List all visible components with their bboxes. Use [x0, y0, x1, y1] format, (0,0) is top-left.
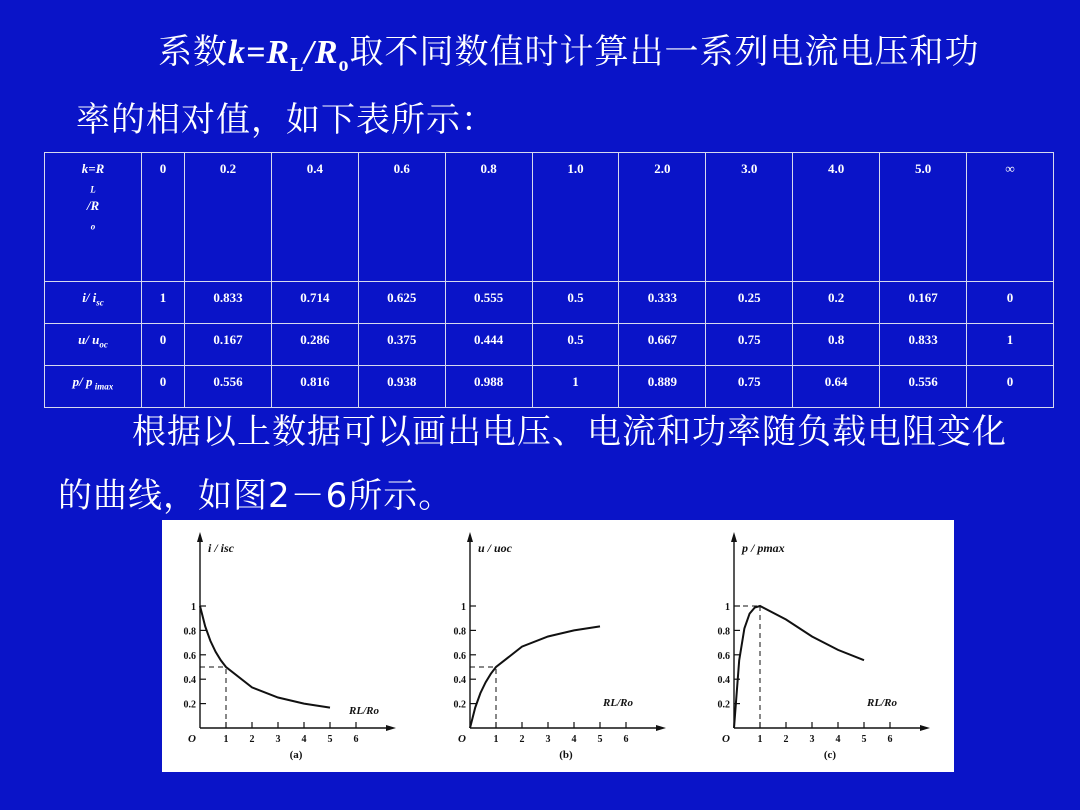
table-cell: 0.4 — [271, 153, 358, 282]
table-cell: 0.444 — [445, 324, 532, 366]
x-axis-label: RL/Ro — [867, 697, 897, 709]
x-tick-label: 2 — [519, 734, 525, 745]
x-tick-label: 5 — [861, 734, 867, 745]
table-cell: 0.667 — [619, 324, 706, 366]
table-cell: 1 — [967, 324, 1054, 366]
table-cell: 0.25 — [706, 282, 793, 324]
y-tick-label: 0.8 — [717, 626, 730, 638]
table-cell: 0.625 — [358, 282, 445, 324]
x-tick-label: 4 — [835, 734, 841, 745]
x-tick-label: 1 — [493, 734, 499, 745]
table-cell: 1.0 — [532, 153, 619, 282]
table-cell: 0.75 — [706, 366, 793, 408]
data-table — [44, 152, 1054, 408]
x-tick-label: 6 — [623, 734, 629, 745]
y-tick-label: 0.6 — [453, 650, 466, 662]
figure-2-6 — [162, 520, 954, 772]
table-cell: 1 — [532, 366, 619, 408]
x-axis-label: RL/Ro — [603, 697, 633, 709]
table-cell: 0.938 — [358, 366, 445, 408]
table-cell: 0.2 — [793, 282, 880, 324]
table-cell: 0.833 — [185, 282, 272, 324]
table-cell: ∞ — [967, 153, 1054, 282]
table-cell: 0.5 — [532, 282, 619, 324]
x-tick-label: 5 — [597, 734, 603, 745]
x-tick-label: 4 — [301, 734, 307, 745]
x-axis-arrow — [920, 725, 930, 731]
table-row — [45, 366, 1054, 408]
table-cell: 0.555 — [445, 282, 532, 324]
x-axis-label: RL/Ro — [349, 705, 379, 717]
x-tick-label: 1 — [757, 734, 763, 745]
table-cell: 0 — [967, 366, 1054, 408]
x-tick-label: 6 — [887, 734, 893, 745]
y-tick-label: 1 — [461, 602, 466, 613]
x-axis-arrow — [656, 725, 666, 731]
table-cell: 0 — [967, 282, 1054, 324]
y-axis-arrow — [731, 532, 737, 542]
table-cell: 0.714 — [271, 282, 358, 324]
intro-line-1: 系数$k=R_L/R_o$取不同数值时计算出一系列电流电压和功 — [158, 32, 980, 76]
table-cell: 0 — [142, 324, 185, 366]
table-cell: 5.0 — [880, 153, 967, 282]
table-cell: 0.8 — [793, 324, 880, 366]
x-tick-label: 1 — [223, 734, 229, 745]
origin-label: O — [458, 733, 466, 745]
origin-label: O — [722, 733, 730, 745]
y-tick-label: 0.8 — [453, 626, 466, 638]
table-row — [45, 324, 1054, 366]
table-cell: 0.889 — [619, 366, 706, 408]
x-axis-arrow — [386, 725, 396, 731]
data-curve — [470, 626, 600, 728]
table-cell: 0.2 — [185, 153, 272, 282]
x-tick-label: 2 — [249, 734, 255, 745]
table-cell: 0.333 — [619, 282, 706, 324]
y-axis-arrow — [197, 532, 203, 542]
table-cell: 2.0 — [619, 153, 706, 282]
data-curve — [200, 606, 330, 708]
table-cell: 3.0 — [706, 153, 793, 282]
row-label-voltage: u/ $u_{oc}$ — [45, 324, 142, 366]
y-tick-label: 0.6 — [183, 650, 196, 662]
table-cell: 0.64 — [793, 366, 880, 408]
table-cell: 0.167 — [880, 282, 967, 324]
header-k: k=R $_L$ /R $_o$ — [45, 153, 142, 282]
table-cell: 0.988 — [445, 366, 532, 408]
y-axis-label: p / pmax — [742, 541, 785, 555]
x-tick-label: 3 — [809, 734, 815, 745]
table-cell: 0.8 — [445, 153, 532, 282]
table-cell: 0.167 — [185, 324, 272, 366]
table-cell: 0.556 — [880, 366, 967, 408]
table-cell: 0.6 — [358, 153, 445, 282]
outro-line-1: 根据以上数据可以画出电压、电流和功率随负载电阻变化 — [132, 412, 1007, 452]
panel-caption: (c) — [823, 749, 837, 761]
outro-line-2: 的曲线，如图2－6所示。 — [58, 476, 454, 516]
row-label-power: p/ p $_{imax}$ — [45, 366, 142, 408]
intro-line-2: 率的相对值，如下表所示： — [76, 100, 496, 140]
y-axis-label: u / uoc — [478, 541, 513, 555]
table-row — [45, 153, 1054, 282]
table-cell: 0.556 — [185, 366, 272, 408]
x-tick-label: 4 — [571, 734, 577, 745]
table-cell: 0.833 — [880, 324, 967, 366]
y-tick-label: 0.4 — [453, 675, 466, 687]
y-tick-label: 0.2 — [453, 699, 466, 711]
table-cell: 0.375 — [358, 324, 445, 366]
table-cell: 0.75 — [706, 324, 793, 366]
data-curve — [734, 606, 864, 728]
table-cell: 1 — [142, 282, 185, 324]
x-tick-label: 2 — [783, 734, 789, 745]
y-tick-label: 1 — [725, 602, 730, 613]
table-cell: 0.5 — [532, 324, 619, 366]
table-cell: 0.816 — [271, 366, 358, 408]
y-tick-label: 0.4 — [183, 675, 196, 687]
y-tick-label: 0.6 — [717, 650, 730, 662]
y-tick-label: 0.2 — [183, 699, 196, 711]
x-tick-label: 6 — [353, 734, 359, 745]
panel-caption: (a) — [289, 749, 303, 761]
y-axis-arrow — [467, 532, 473, 542]
table-cell: 0 — [142, 366, 185, 408]
row-label-current: i/ $i_{sc}$ — [45, 282, 142, 324]
y-tick-label: 0.2 — [717, 699, 730, 711]
table-cell: 4.0 — [793, 153, 880, 282]
table-row — [45, 282, 1054, 324]
table-cell: 0.286 — [271, 324, 358, 366]
origin-label: O — [188, 733, 196, 745]
y-tick-label: 0.8 — [183, 626, 196, 638]
x-tick-label: 3 — [275, 734, 281, 745]
curves-figure — [162, 520, 954, 772]
panel-caption: (b) — [559, 749, 573, 761]
y-tick-label: 1 — [191, 602, 196, 613]
table-cell: 0 — [142, 153, 185, 282]
x-tick-label: 3 — [545, 734, 551, 745]
y-axis-label: i / isc — [208, 541, 234, 555]
y-tick-label: 0.4 — [717, 675, 730, 687]
x-tick-label: 5 — [327, 734, 333, 745]
